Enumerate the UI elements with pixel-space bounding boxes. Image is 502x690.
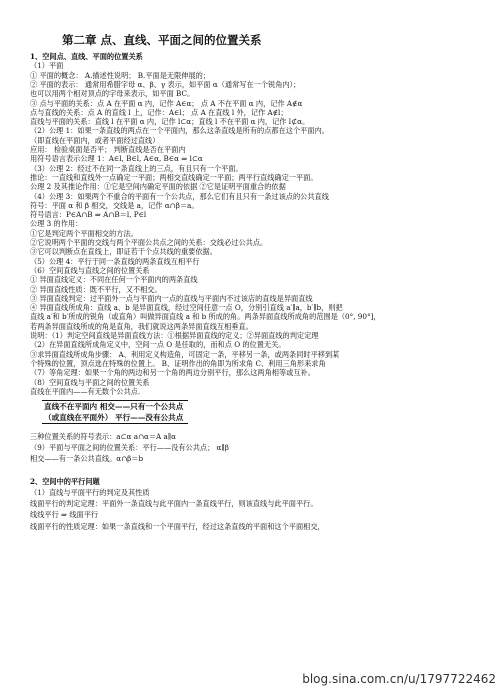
text-line: 相交——有一条公共直线。α∩β＝b	[30, 454, 144, 464]
text-line: ③ 异面直线判定：过平面外一点与平面内一点的直线与平面内不过该店的直线是异面直线	[30, 293, 313, 303]
text-line: 个特殊的位置，顶点选在特殊的位置上。 B、证明作出的角即为所求角 C、利用三角形来求角	[30, 358, 326, 368]
text-line: ① 异面直线定义：不同在任何一个平面内的两条直线	[30, 275, 198, 285]
text-line: ① 平面的概念： A.描述性说明； B.平面是无限伸展的；	[30, 70, 211, 80]
text-line: （4）公理 3：如果两个不重合的平面有一个公共点，那么它们有且只有一条过该点的公共直线	[30, 191, 329, 201]
text-line: 若两条异面直线所成的角是直角，我们就说这两条异面直线互相垂直。	[30, 321, 253, 331]
watermark: blog.sina.com.cn/u/1797722462	[302, 672, 496, 686]
text-line: 应用： 检验桌面是否平； 判断直线是否在平面内	[30, 145, 186, 154]
text-line: （3）公理 2：经过不在同一条直线上的三点，有且只有一个平面。	[30, 163, 243, 173]
text-line: 公理 2 及其推论作用：①它是空间内确定平面的依据 ②它是证明平面重合的依据	[30, 182, 286, 192]
box-row-1: 直线不在平面内 相交——只有一个公共点	[44, 402, 184, 411]
box-rule-bottom	[42, 423, 188, 424]
text-line: （2）公理 1：如果一条直线的两点在一个平面内，那么这条直线是所有的点都在这个平面内。	[30, 126, 329, 136]
page-title: 第二章 点、直线、平面之间的位置关系	[62, 34, 262, 47]
text-line: 符号语言：P∈A∩B ⇒ A∩B＝l, P∈l	[30, 210, 147, 220]
text-line: ③ 点与平面的关系：点 A 在平面 α 内，记作 A∈α； 点 A 不在平面 α 内，记作 A∉α	[30, 98, 303, 108]
text-line: 线面平行的判定定理：平面外一条直线与此平面内一条直线平行，则该直线与此平面平行。	[30, 499, 318, 509]
text-line: 直线在平面内——有无数个公共点.	[30, 386, 141, 396]
text-line: ② 平面的表示： 通常用希腊字母 α、β、γ 表示，如平面 α（通常写在一个锐角内）；	[30, 79, 301, 89]
text-line: （6）空间直线与直线之间的位置关系	[30, 265, 150, 275]
text-line: ② 异面直线性质：既不平行，又不相交。	[30, 284, 162, 294]
text-line: ①它是判定两个平面相交的方法。	[30, 228, 138, 238]
text-line: ③它可以判断点在直线上，即证若干个点共线的重要依据。	[30, 247, 217, 257]
text-line: （9）平面与平面之间的位置关系：平行——没有公共点； α∥β	[30, 443, 229, 453]
text-line: ③求异面直线所成角步骤： A、利用定义构造角，可固定一条，平移另一条，或两条同时平移到某	[30, 349, 340, 359]
text-line: ④ 异面直线所成角：直线 a、b 是异面直线，经过空间任意一点 O，分别引直线 a′∥a，b′∥b，则把	[30, 303, 343, 313]
text-line: 直线与平面的关系：直线 l 在平面 α 内，记作 l⊂α；直线 l 不在平面 α 内，记作 l⊄α。	[30, 117, 310, 127]
text-line: 点与直线的关系：点 A 的直线 l 上，记作：A∈l； 点 A 在直线 l 外，记作 A∉l；	[30, 107, 288, 117]
text-line: 符号：平面 α 和 β 相交，交线是 a，记作 α∩β＝a。	[30, 200, 199, 210]
text-line: 推论：一直线和直线外一点确定一平面；两相交直线确定一平面；两平行直线确定一平面。	[30, 172, 318, 182]
text-line: （2）在异面直线所成角定义中，空间一点 O 是任取的，而和点 O 的位置无关。	[30, 340, 286, 350]
text-line: （即直线在平面内，或者平面经过直线）	[30, 135, 160, 145]
text-line: 三种位置关系的符号表示：a⊂α a∩α＝A a∥α	[30, 432, 176, 441]
text-line: 1、空间点、直线、平面的位置关系	[30, 52, 143, 61]
text-line: 也可以用两个相对顶点的字母来表示，如平面 BC。	[30, 89, 195, 99]
box-row-2: （或直线在平面外） 平行——没有公共点	[44, 413, 184, 422]
text-line: 说明：（1）判定空间直线是异面直线方法：①根据异面直线的定义；②异面直线的判定定理	[30, 331, 319, 340]
text-line: （1）直线与平面平行的判定及其性质	[30, 488, 150, 497]
text-line: （5）公理 4：平行于同一条直线的两条直线互相平行	[30, 256, 200, 266]
text-line: 2、空间中的平行问题	[30, 476, 100, 486]
text-line: （7）等角定理：如果一个角的两边和另一个角的两边分别平行，那么这两角相等或互补。	[30, 368, 315, 378]
text-line: 线线平行 ⇒ 线面平行	[30, 510, 99, 520]
text-line: （8）空间直线与平面之间的位置关系	[30, 377, 150, 387]
text-line: 直线 a′和 b′所成的锐角（或直角）叫做异面直线 a 和 b 所成的角。两条异面直线所成角的范围是（0°, 90°]，	[30, 312, 381, 322]
text-line: 公理 3 的作用：	[30, 219, 83, 229]
text-line: ②它说明两个平面的交线与两个平面公共点之间的关系：交线必过公共点。	[30, 238, 268, 247]
text-line: （1）平面	[30, 61, 64, 71]
text-line: 线面平行的性质定理：如果一条直线和一个平面平行，经过这条直线的平面和这个平面相交，	[30, 521, 325, 531]
box-rule-top	[42, 400, 188, 401]
text-line: 用符号语言表示公理 1：A∈l, B∈l, A∈α, B∈α ⇒ l⊂α	[30, 154, 203, 164]
